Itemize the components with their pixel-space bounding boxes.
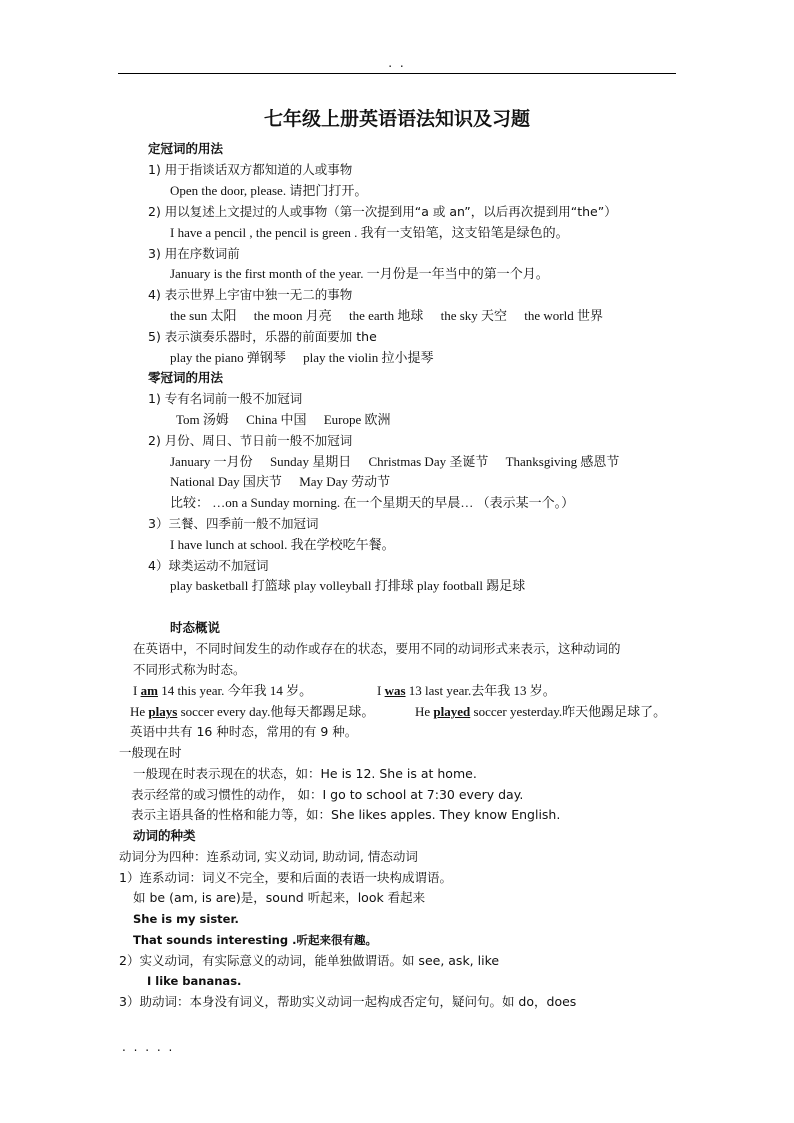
rule-item: 2) 月份、周日、节日前一般不加冠词 <box>148 433 353 448</box>
example-text: 13 last year.去年我 13 岁。 <box>405 683 556 698</box>
verb-highlight: was <box>384 683 406 698</box>
example-text: 14 this year. 今年我 14 岁。 <box>157 683 313 698</box>
example-word: Sunday 星期日 <box>269 454 352 469</box>
verb-highlight: am <box>140 683 158 698</box>
example-word: Thanksgiving 感恩节 <box>505 454 620 469</box>
rule-item: 5) 表示演奏乐器时，乐器的前面要加 the <box>148 329 377 344</box>
section-heading-definite: 定冠词的用法 <box>148 141 224 156</box>
paragraph-line: 不同形式称为时态。 <box>133 662 246 677</box>
header-dots: . . <box>388 56 406 70</box>
example-word: the sun 太阳 <box>170 308 237 323</box>
example-word: the sky 天空 <box>440 308 508 323</box>
example-line <box>130 704 374 720</box>
example-line <box>415 704 666 720</box>
example-word: play the violin 拉小提琴 <box>303 350 434 365</box>
example-word: Tom 汤姆 <box>176 412 229 427</box>
page-title: 七年级上册英语语法知识及习题 <box>263 108 530 130</box>
example-word: Christmas Day 圣诞节 <box>368 454 489 469</box>
rule-item: 3) 用在序数词前 <box>148 246 240 261</box>
example-text: He <box>130 704 149 719</box>
example-word: the moon 月亮 <box>253 308 332 323</box>
example-word: China 中国 <box>246 412 307 427</box>
example-word: Europe 欧洲 <box>323 412 391 427</box>
footer-dots: . . . . . <box>122 1040 175 1054</box>
paragraph-line: 在英语中，不同时间发生的动作或存在的状态，要用不同的动词形式来表示，这种动词的 <box>133 641 621 656</box>
example-word: play the piano 弹钢琴 <box>170 350 286 365</box>
example-line <box>170 454 619 470</box>
rule-item: 2) 用以复述上文提过的人或事物（第一次提到用“a 或 an”，以后再次提到用“the”） <box>148 204 617 219</box>
rule-item: 1) 用于指谈话双方都知道的人或事物 <box>148 162 353 177</box>
verb-highlight: plays <box>148 704 178 719</box>
example-word: May Day 劳动节 <box>299 474 391 489</box>
section-heading-verbs: 动词的种类 <box>133 828 196 843</box>
rule-item: 2）实义动词，有实际意义的动词，能单独做谓语。如 see, ask, like <box>119 953 500 968</box>
section-heading-simple-present: 一般现在时 <box>119 745 182 760</box>
rule-item: 1）连系动词：词义不完全，要和后面的表语一块构成谓语。 <box>119 870 452 885</box>
example-line <box>133 683 312 699</box>
example-line <box>170 350 434 366</box>
example-word: the world 世界 <box>524 308 603 323</box>
usage-line: 表示主语具备的性格和能力等，如：She likes apples. They know English. <box>131 807 561 822</box>
example-word: National Day 国庆节 <box>170 474 282 489</box>
rule-item: 4) 表示世界上宇宙中独一无二的事物 <box>148 287 353 302</box>
example-word: the earth 地球 <box>348 308 424 323</box>
example-text: He <box>415 704 434 719</box>
example-line: I like bananas. <box>147 974 242 988</box>
example-line: I have lunch at school. 我在学校吃午餐。 <box>170 537 395 552</box>
example-line <box>170 308 603 324</box>
comparison-line: 比较： …on a Sunday morning. 在一个星期天的早晨… （表示某一个。） <box>170 495 575 510</box>
paragraph-line: 动词分为四种：连系动词, 实义动词, 助动词, 情态动词 <box>119 849 418 864</box>
example-word: January 一月份 <box>170 454 253 469</box>
example-line: That sounds interesting .听起来很有趣。 <box>133 933 377 947</box>
example-line: I have a pencil , the pencil is green . 我有一支铅笔，这支铅笔是绿色的。 <box>170 225 569 240</box>
example-line <box>170 474 390 490</box>
verb-highlight: played <box>433 704 471 719</box>
example-line: January is the first month of the year. 一月份是一年当中的第一个月。 <box>170 266 549 281</box>
example-line: She is my sister. <box>133 912 239 926</box>
example-text: soccer yesterday.昨天他踢足球了。 <box>470 704 667 719</box>
rule-item: 1) 专有名词前一般不加冠词 <box>148 391 303 406</box>
section-heading-zero: 零冠词的用法 <box>148 370 224 385</box>
example-text: I <box>377 683 385 698</box>
example-text: soccer every day.他每天都踢足球。 <box>177 704 375 719</box>
rule-item: 3）三餐、四季前一般不加冠词 <box>148 516 319 531</box>
header-rule <box>118 73 676 74</box>
rule-item: 4）球类运动不加冠词 <box>148 558 269 573</box>
section-heading-tense: 时态概说 <box>170 620 221 635</box>
paragraph-line: 英语中共有 16 种时态，常用的有 9 种。 <box>130 724 358 739</box>
example-line <box>377 683 556 699</box>
example-line: Open the door, please. 请把门打开。 <box>170 183 368 198</box>
example-line: 如 be (am, is are)是，sound 听起来，look 看起来 <box>133 890 426 905</box>
usage-line: 一般现在时表示现在的状态，如：He is 12. She is at home. <box>133 766 477 781</box>
example-text: I <box>133 683 141 698</box>
example-line <box>176 412 391 428</box>
usage-line: 表示经常的或习惯性的动作， 如：I go to school at 7:30 every day. <box>131 787 524 802</box>
rule-item: 3）助动词：本身没有词义，帮助实义动词一起构成否定句，疑问句。如 do，does <box>119 994 577 1009</box>
example-line: play basketball 打篮球 play volleyball 打排球 play football 踢足球 <box>170 578 526 593</box>
